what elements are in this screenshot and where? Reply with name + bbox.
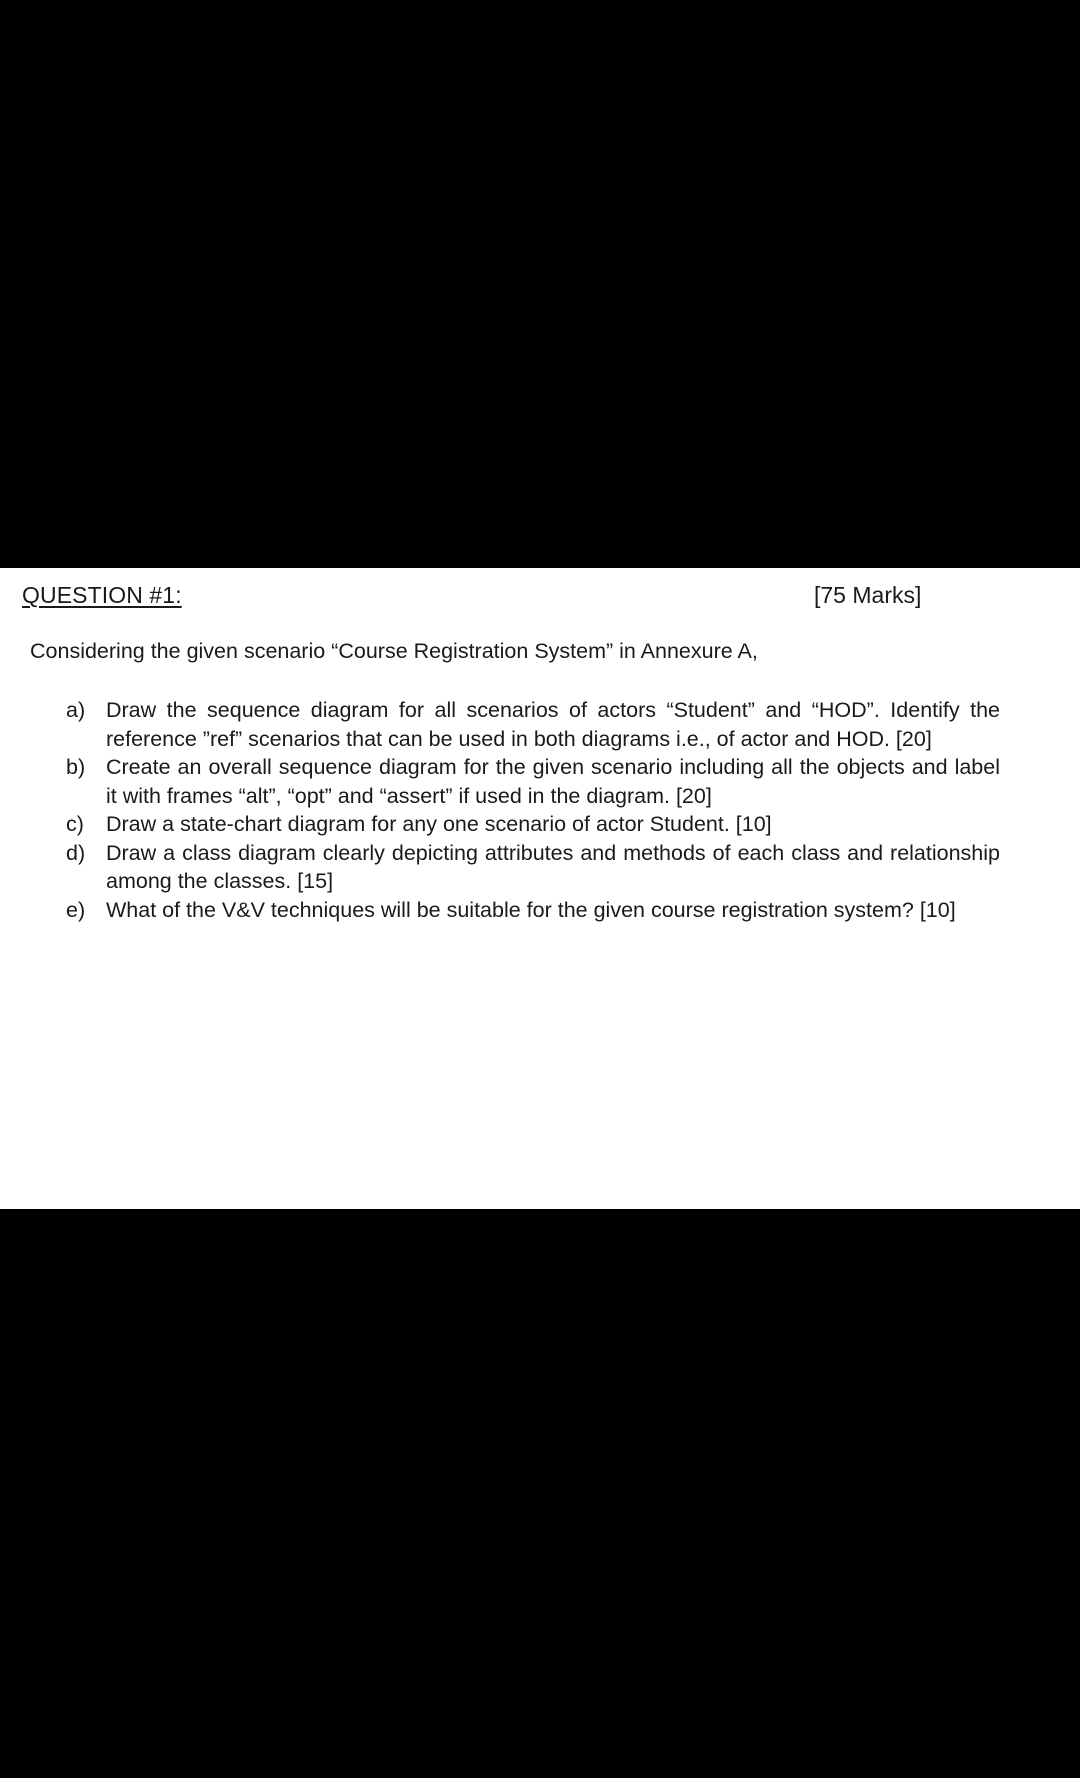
part-text: Draw a state-chart diagram for any one scenario of actor Student. [10]	[106, 812, 772, 836]
question-part-c	[66, 810, 1000, 839]
question-intro: Considering the given scenario “Course Registration System” in Annexure A,	[30, 639, 758, 663]
question-part-a	[66, 696, 1000, 753]
part-letter: e)	[66, 897, 86, 922]
question-heading: QUESTION #1:	[22, 582, 182, 608]
part-letter: a)	[66, 698, 86, 722]
part-letter: d)	[66, 840, 86, 865]
question-marks: [75 Marks]	[814, 582, 922, 608]
question-parts-list	[66, 696, 1000, 924]
document-page	[0, 568, 1080, 1209]
question-part-b	[66, 753, 1000, 810]
part-text: Draw the sequence diagram for all scenarios of actors “Student” and “HOD”. Identify the reference ”ref” scenarios that can be used in both diagrams i.e., of actor and HOD. [20]	[106, 698, 1000, 751]
part-letter: b)	[66, 755, 86, 779]
bottom-black-band	[0, 1209, 1080, 1778]
question-part-e	[66, 896, 1000, 925]
part-text: Draw a class diagram clearly depicting attributes and methods of each class and relationship among the classes. [15]	[106, 840, 1000, 893]
part-text: What of the V&V techniques will be suitable for the given course registration system? [10]	[106, 897, 956, 922]
part-letter: c)	[66, 812, 84, 836]
part-text: Create an overall sequence diagram for the given scenario including all the objects and label it with frames “alt”, “opt” and “assert” if used in the diagram. [20]	[106, 755, 1000, 808]
question-part-d	[66, 839, 1000, 896]
top-black-band	[0, 0, 1080, 568]
